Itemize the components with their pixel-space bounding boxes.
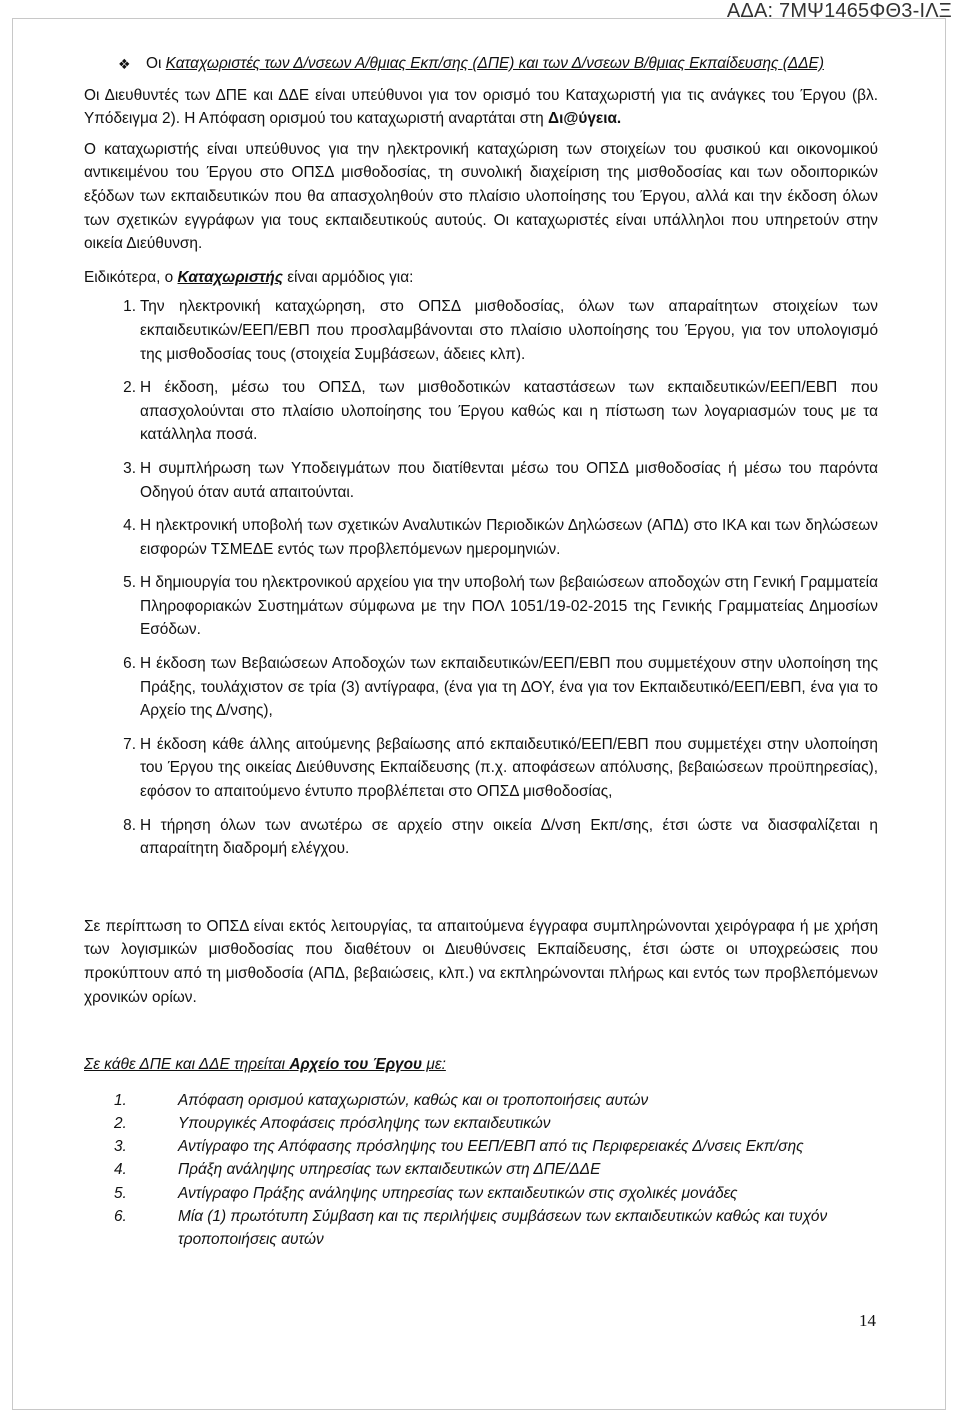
list-item-text: Η έκδοση, μέσω του ΟΠΣΔ, των μισθοδοτικών καταστάσεων των εκπαιδευτικών/ΕΕΠ/ΕΒΠ που απασχολούνται στο πλαίσιο υλοποίησης του Έργου καθώς και η πίστωση των λογαριασμών τους με τα κατάλληλα ποσά. [140,379,878,444]
archive-heading-a: Σε κάθε ΔΠΕ και ΔΔΕ τηρείται [84,1056,290,1074]
list-item-number: 1. [114,1091,127,1109]
section-title-prefix: Οι [146,55,166,72]
section-heading [118,52,878,77]
list-item [84,652,878,723]
list-item-text: Η έκδοση των Βεβαιώσεων Αποδοχών των εκπαιδευτικών/ΕΕΠ/ΕΒΠ που συμμετέχουν στην υλοποίηση της Πράξης, τουλάχιστον σε τρία (3) αντίγραφα, (ένα για τη ΔΟΥ, ένα για τον Εκπαιδευτικό/ΕΕΠ/ΕΒΠ, ένα για το Αρχείο της Δ/νσης), [140,655,878,720]
list-item [84,814,878,861]
diavgeia-label: Δι@ύγεια. [548,110,622,128]
fallback-paragraph: Σε περίπτωση το ΟΠΣΔ είναι εκτός λειτουργίας, τα απαιτούμενα έγγραφα συμπληρώνονται χειρόγραφα ή με χρήση των λογισμικών μισθοδοσίας που διαθέτουν οι Διευθύνσεις Εκπαίδευσης, έτσι ώστε οι υποχρεώσεις που προκύπτουν από τη μισθοδοσία (ΑΠΔ, βεβαιώσεις, κλπ.) να εκπληρώνονται πλήρως και εντός των προβλεπόμενων χρονικών ορίων. [84,917,878,1006]
list-item-number: 2. [123,379,136,397]
archive-heading [84,1053,878,1077]
list-item [84,457,878,504]
list-item [84,1158,878,1181]
list-item-number: 5. [114,1184,127,1202]
section-title [146,52,824,76]
document-id: ΑΔΑ: 7ΜΨ1465ΦΘ3-ΙΛΞ [726,0,952,22]
list-item-text: Την ηλεκτρονική καταχώρηση, στο ΟΠΣΔ μισθοδοσίας, όλων των απαραίτητων στοιχείων των εκπαιδευτικών/ΕΕΠ/ΕΒΠ που προσλαμβάνονται στο πλαίσιο υλοποίησης του Έργου, για τον υπολογισμό της μισθοδοσίας τους (στοιχεία Συμβάσεων, άδειες κλπ). [140,298,878,363]
list-item-text: Αντίγραφο της Απόφασης πρόσληψης του ΕΕΠ/ΕΒΠ από τις Περιφερειακές Δ/νσεις Εκπ/σης [178,1138,804,1156]
list-item [84,1205,878,1251]
list-item [84,1182,878,1205]
list-item-text: Η τήρηση όλων των ανωτέρω σε αρχείο στην οικεία Δ/νση Εκπ/σης, έτσι ώστε να διασφαλίζεται η απαραίτητη διαδρομή ελέγχου. [140,816,878,858]
responsibility-paragraph: Ο καταχωριστής είναι υπεύθυνος για την ηλεκτρονική καταχώριση των στοιχείων του φυσικού και οικονομικού αντικειμένου του Έργου στο ΟΠΣΔ μισθοδοσίας, τη συνολική διαχείριση της μισθοδοσίας και των οδοιπορικών εξόδων των εκπαιδευτικών που θα απασχοληθούν στο πλαίσιο υλοποίησης του Έργου, αλλά και την έκδοση όλων των σχετικών εγγράφων για τους εκπαιδευτικούς αυτούς. Οι καταχωριστές είναι υπάλληλοι που υπηρετούν στην οικεία Διεύθυνση. [84,140,878,253]
list-item [84,571,878,642]
registrar-term: Καταχωριστής [177,268,283,286]
list-item-text: Πράξη ανάληψης υπηρεσίας των εκπαιδευτικών στη ΔΠΕ/ΔΔΕ [178,1161,601,1179]
list-item [84,1135,878,1158]
list-item-number: 5. [123,574,136,592]
list-item-number: 6. [123,655,136,673]
specific-text-a: Ειδικότερα, ο [84,268,178,286]
list-item-number: 7. [123,735,136,753]
list-item-number: 6. [114,1207,127,1225]
specific-text-b: είναι αρμόδιος για: [282,268,414,286]
list-item-text: Η ηλεκτρονική υποβολή των σχετικών Αναλυτικών Περιοδικών Δηλώσεων (ΑΠΔ) στο ΙΚΑ και των δηλώσεων εισφορών ΤΣΜΕΔΕ εντός των προβλεπόμενων ημερομηνιών. [140,517,878,558]
list-item-number: 2. [114,1114,127,1132]
list-item-number: 8. [123,816,136,834]
list-item [84,295,878,366]
section-title-text: Καταχωριστές των Δ/νσεων Α/θμιας Εκπ/σης (ΔΠΕ) και των Δ/νσεων Β/θμιας Εκπαίδευσης (ΔΔΕ) [165,55,824,72]
list-item-number: 4. [123,517,136,535]
list-item-text: Υπουργικές Αποφάσεις πρόσληψης των εκπαιδευτικών [178,1114,551,1132]
list-item-number: 3. [114,1138,127,1156]
archive-heading-bold: Αρχείο του Έργου [289,1056,423,1074]
list-item [84,376,878,447]
intro-paragraph [84,84,878,131]
intro-text: Οι Διευθυντές των ΔΠΕ και ΔΔΕ είναι υπεύθυνοι για τον ορισμό του Καταχωριστή για τις ανάγκες του Έργου (βλ. Υπόδειγμα 2). Η Απόφαση ορισμού του καταχωριστή αναρτάται στη [84,86,878,128]
list-item [84,1089,878,1112]
page-number: 14 [859,1311,876,1330]
list-item-text: Η έκδοση κάθε άλλης αιτούμενης βεβαίωσης από εκπαιδευτικό/ΕΕΠ/ΕΒΠ που συμμετέχει στην υλοποίηση του Έργου της οικείας Διεύθυνσης Εκπαίδευσης (π.χ. αποφάσεων απόλυσης, βεβαιώσεων προϋπηρεσίας), εφόσον το απαιτούμενο έντυπο προβλέπεται στο ΟΠΣΔ μισθοδοσίας, [140,735,878,801]
specific-duties-intro [84,266,878,290]
list-item-text: Η δημιουργία του ηλεκτρονικού αρχείου για την υποβολή των βεβαιώσεων αποδοχών στη Γενική Γραμματεία Πληροφοριακών Συστημάτων σύμφωνα με την ΠΟΛ 1051/19-02-2015 της Γενικής Γραμματείας Δημοσίων Εσόδων. [140,574,878,639]
list-item-text: Η συμπλήρωση των Υποδειγμάτων που διατίθενται μέσω του ΟΠΣΔ μισθοδοσίας ή μέσω του παρόντα Οδηγού όταν αυτά απαιτούνται. [140,459,878,501]
diamond-bullet-icon: ❖ [118,56,131,72]
list-item-number: 3. [123,459,136,477]
list-item [84,1112,878,1135]
duties-list [84,295,878,860]
list-item [84,733,878,804]
document-body [84,52,878,1251]
list-item-number: 4. [114,1161,127,1179]
list-item-number: 1. [123,298,136,316]
archive-heading-b: με: [422,1056,446,1074]
list-item [84,514,878,561]
list-item-text: Μία (1) πρωτότυπη Σύμβαση και τις περιλήψεις συμβάσεων των εκπαιδευτικών καθώς και τυχόν τροποποιήσεις αυτών [178,1207,828,1248]
archive-list [84,1089,878,1251]
list-item-text: Αντίγραφο Πράξης ανάληψης υπηρεσίας των εκπαιδευτικών στις σχολικές μονάδες [178,1184,738,1202]
list-item-text: Απόφαση ορισμού καταχωριστών, καθώς και οι τροποποιήσεις αυτών [178,1091,649,1109]
